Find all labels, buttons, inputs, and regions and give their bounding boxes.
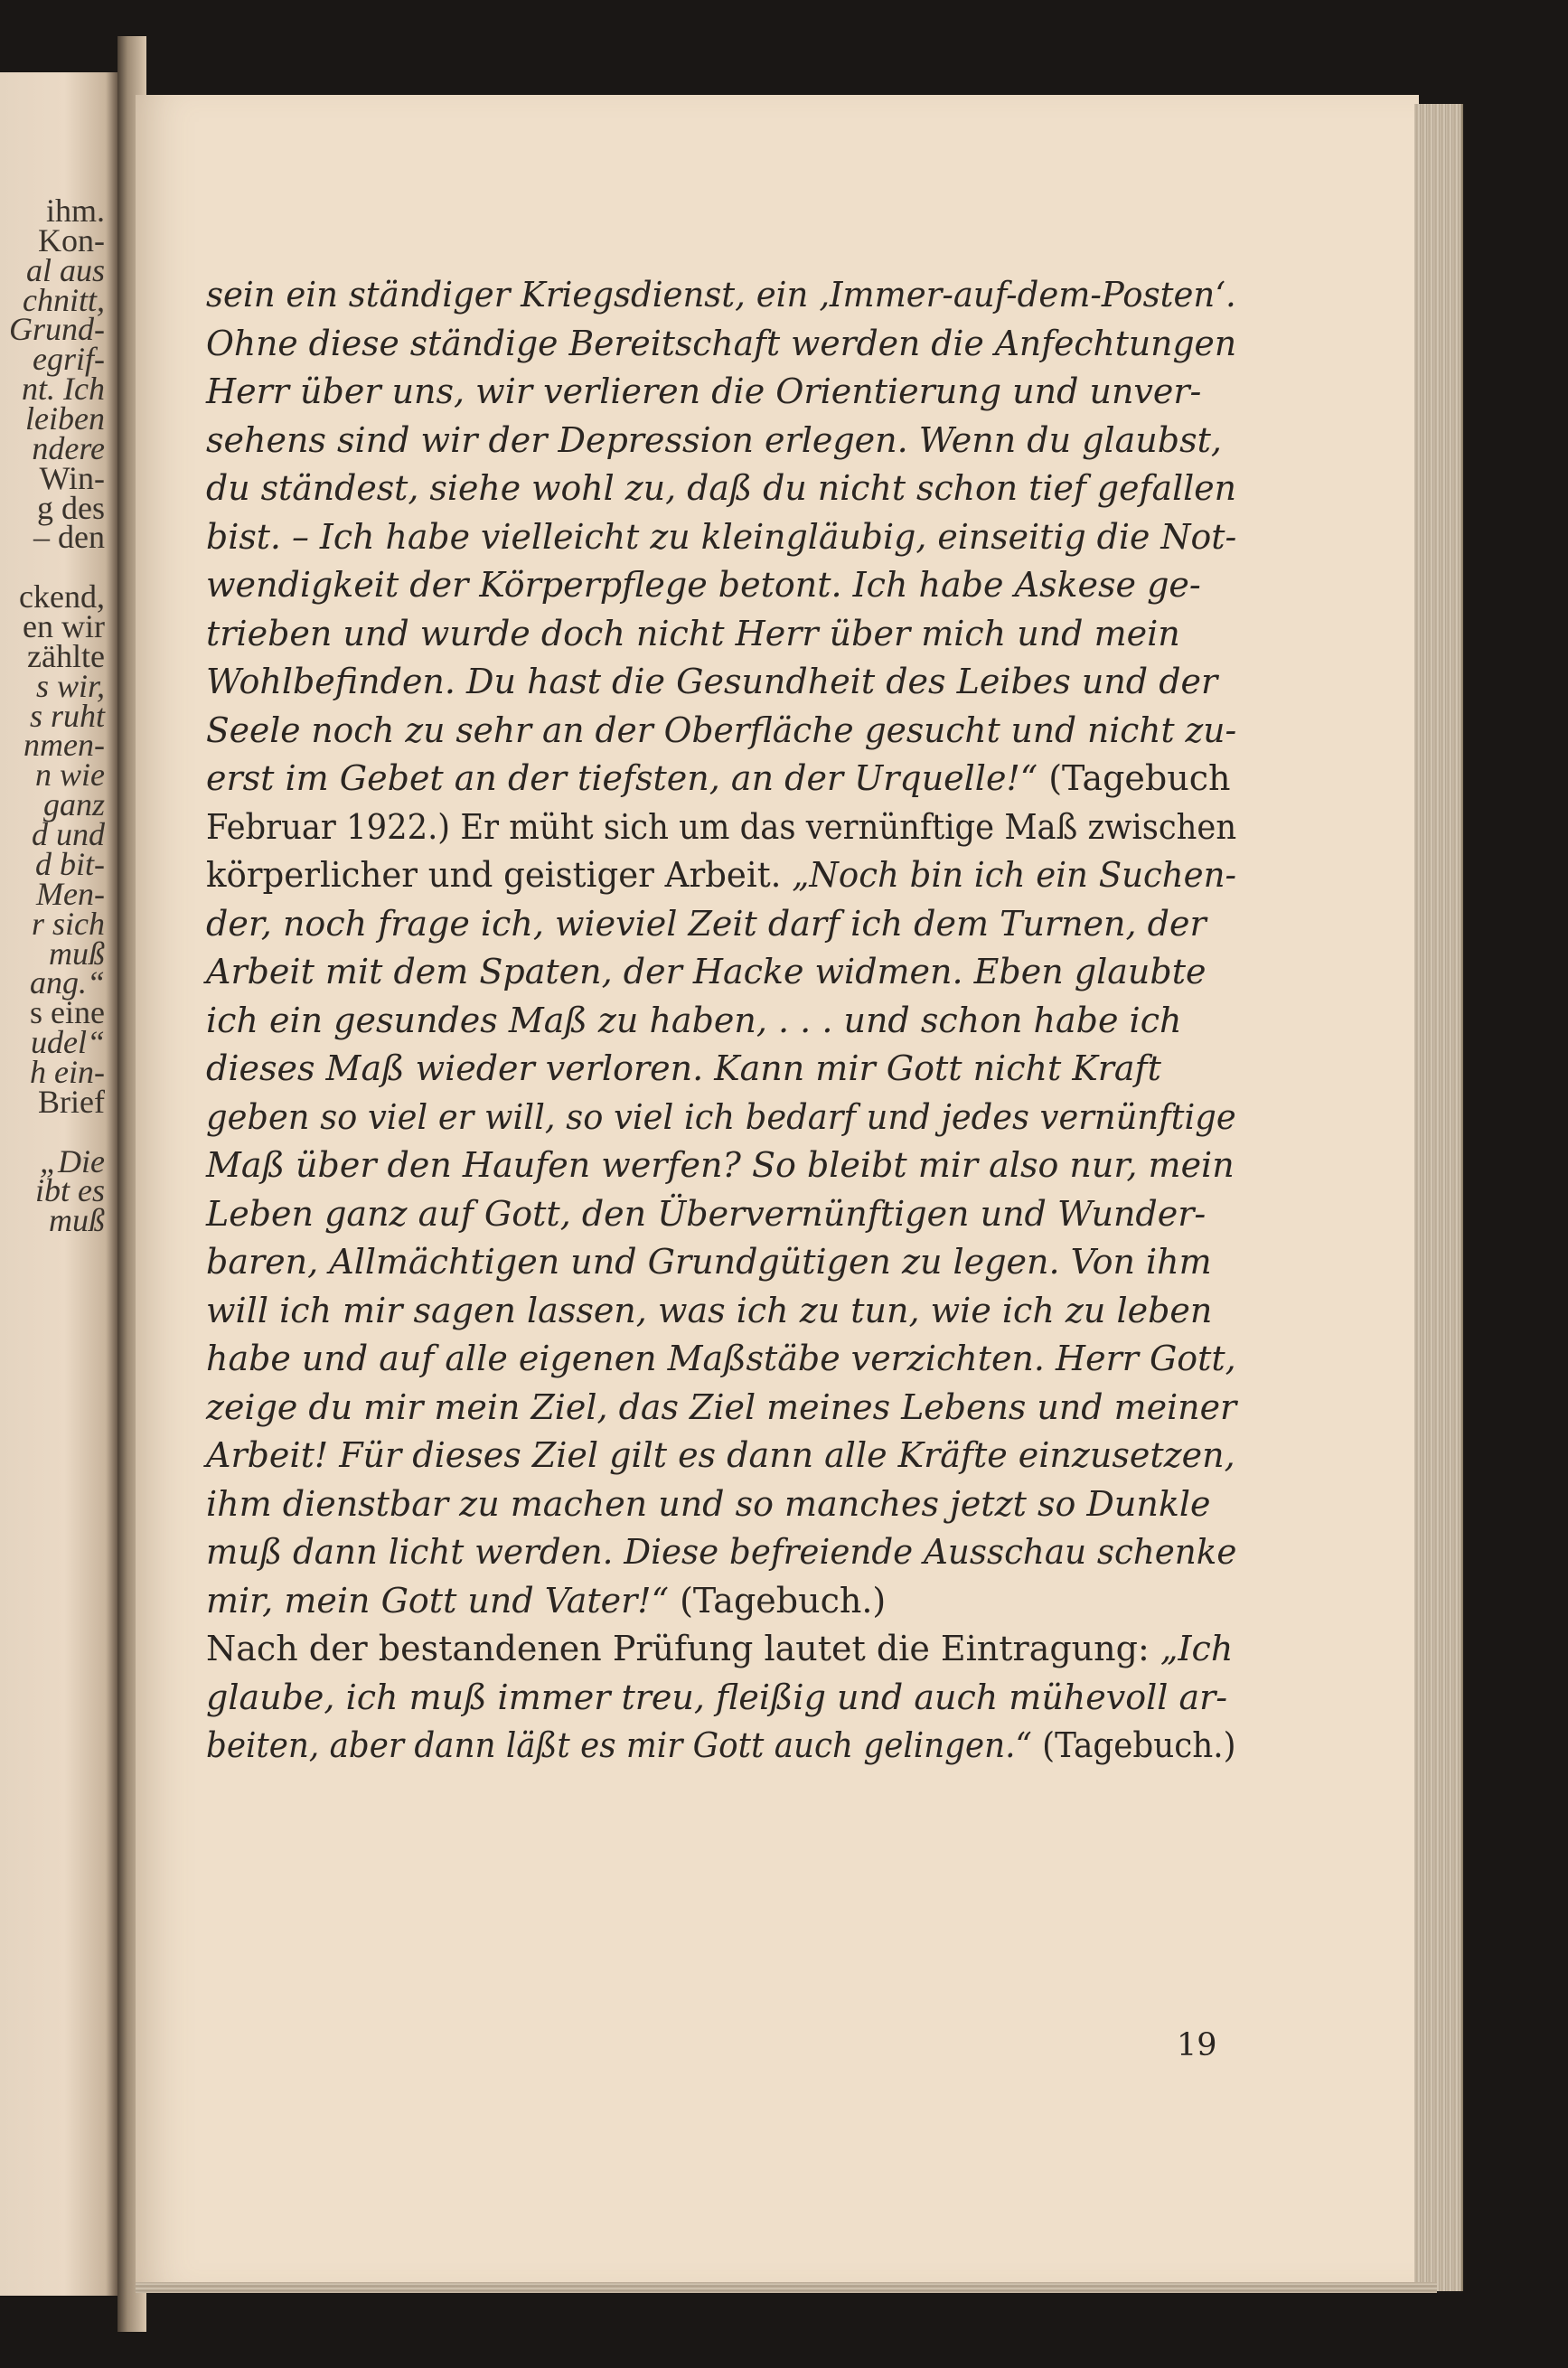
body-text — [206, 271, 1236, 1771]
text-line — [206, 1142, 1236, 1190]
text-segment: Nach der bestandenen Prüfung lautet die Eintragung: — [206, 1629, 1160, 1668]
text-line — [206, 755, 1236, 803]
text-segment: körperlicher und geistiger Arbeit. — [206, 855, 793, 895]
text-segment: trieben und wurde doch nicht Herr über mich und mein — [206, 613, 1180, 653]
text-segment: muß dann licht werden. Diese befreiende Ausschau schenke — [206, 1532, 1237, 1572]
text-segment: ihm dienstbar zu machen und so manches jetzt so Dunkle — [206, 1483, 1211, 1524]
text-line — [206, 851, 1237, 900]
left-page-line: Win- — [39, 459, 105, 496]
text-line — [206, 513, 1237, 562]
left-page-line: d und — [32, 816, 105, 853]
left-page-line: muß — [49, 1202, 105, 1239]
text-line — [206, 1577, 1236, 1626]
left-page-line: ibt es — [35, 1172, 105, 1209]
left-page-line: g des — [37, 489, 105, 526]
left-page-line: ihm. — [45, 193, 105, 229]
text-segment: du ständest, siehe wohl zu, daß du nicht schon tief gefallen — [206, 468, 1237, 508]
text-line — [206, 1045, 1236, 1094]
text-line — [206, 1335, 1235, 1384]
text-segment: Maß über den Haufen werfen? So bleibt mir also nur, mein — [206, 1145, 1235, 1185]
left-page-line: udel“ — [30, 1024, 105, 1061]
left-page-line: s wir, — [35, 667, 105, 704]
text-line — [206, 1287, 1236, 1336]
text-segment: Arbeit mit dem Spaten, der Hacke widmen. Eben glaubte — [206, 952, 1207, 991]
text-line — [206, 1722, 1236, 1771]
left-page-line: Men- — [36, 875, 105, 912]
left-page-line: zählte — [27, 637, 105, 674]
text-segment: wendigkeit der Körperpflege betont. Ich habe Askese ge- — [206, 565, 1201, 605]
text-line — [206, 465, 1237, 513]
left-page-line: Grund- — [9, 311, 105, 348]
left-page-line: Brief — [38, 1083, 105, 1120]
left-page-line: ganz — [42, 786, 105, 823]
text-line — [206, 610, 1236, 659]
text-line — [206, 368, 1236, 417]
left-page — [0, 72, 117, 2296]
text-line — [206, 320, 1237, 369]
text-line — [206, 997, 1236, 1046]
left-page-line: s ruht — [29, 697, 105, 734]
text-segment: Herr über uns, wir verlieren die Orientierung und unver- — [206, 371, 1202, 411]
text-segment: Seele noch zu sehr an der Oberfläche gesucht und nicht zu- — [206, 709, 1237, 750]
left-page-line: al aus — [25, 251, 105, 288]
left-page-line: – den — [33, 519, 105, 556]
text-segment: (Tagebuch — [1048, 758, 1231, 798]
text-line — [206, 1384, 1235, 1433]
text-segment: (Tagebuch.) — [680, 1580, 887, 1621]
text-line — [206, 707, 1237, 756]
left-page-line: n wie — [35, 756, 105, 794]
text-segment: bist. – Ich habe vielleicht zu kleingläubig, einseitig die Not- — [206, 516, 1237, 557]
left-page-line: Kon- — [38, 221, 105, 258]
text-segment: der, noch frage ich, wieviel Zeit darf ich dem Turnen, der — [206, 903, 1207, 944]
text-line — [206, 417, 1236, 465]
text-segment: ich ein gesundes Maß zu haben, . . . und schon habe ich — [206, 1000, 1182, 1040]
text-segment: will ich mir sagen lassen, was ich zu tun, wie ich zu leben — [206, 1290, 1213, 1330]
text-line — [206, 271, 1236, 320]
left-page-line: ndere — [32, 429, 105, 466]
text-segment: Ohne diese ständige Bereitschaft werden die Anfechtungen — [206, 323, 1237, 363]
text-segment: Wohlbefinden. Du hast die Gesundheit des Leibes und der — [206, 662, 1218, 701]
text-line — [206, 1190, 1236, 1239]
text-segment: geben so viel er will, so viel ich bedarf und jedes vernünftige — [206, 1096, 1236, 1137]
left-page-line: ang.“ — [29, 964, 105, 1001]
left-page-line: „Die — [40, 1142, 105, 1179]
left-page-line: r sich — [32, 905, 105, 942]
text-line — [206, 658, 1236, 707]
text-segment: sehens sind wir der Depression erlegen. Wenn du glaubst, — [206, 419, 1222, 460]
text-segment: beiten, aber dann läßt es mir Gott auch gelingen.“ — [206, 1725, 1043, 1765]
text-segment: baren, Allmächtigen und Grundgütigen zu legen. Von ihm — [206, 1242, 1212, 1282]
left-page-line: nt. Ich — [22, 371, 105, 408]
text-segment: Leben ganz auf Gott, den Übervernünftigen und Wunder- — [206, 1193, 1207, 1234]
text-segment: „Noch bin ich ein Suchen- — [792, 855, 1237, 895]
text-line — [206, 1432, 1236, 1480]
text-segment: Arbeit! Für dieses Ziel gilt es dann alle Kräfte einzusetzen, — [206, 1435, 1235, 1475]
page-edges — [1414, 104, 1463, 2291]
left-page-line: d bit- — [35, 845, 105, 882]
text-segment: sein ein ständiger Kriegsdienst, ein ‚Immer-auf-dem-Posten‘. — [206, 275, 1236, 315]
page-number: 19 — [1177, 2027, 1217, 2063]
text-line — [206, 1238, 1236, 1287]
left-page-line: en wir — [23, 608, 105, 645]
bottom-page-edges — [136, 2282, 1437, 2293]
text-segment: zeige du mir mein Ziel, das Ziel meines Lebens und meiner — [206, 1386, 1237, 1427]
left-page-line: s eine — [30, 994, 105, 1031]
left-page-line: h ein- — [30, 1053, 105, 1090]
text-segment: Februar 1922.) Er müht sich um das vernünftige Maß zwischen — [206, 806, 1237, 847]
left-page-line: leiben — [25, 400, 105, 437]
text-segment: erst im Gebet an der tiefsten, an der Urquelle!“ — [206, 758, 1049, 798]
text-segment: glaube, ich muß immer treu, fleißig und auch mühevoll ar- — [206, 1677, 1228, 1717]
text-segment: „Ich — [1160, 1629, 1234, 1668]
text-segment: dieses Maß wieder verloren. Kann mir Gott nicht Kraft — [206, 1048, 1161, 1088]
left-page-line: ckend, — [19, 578, 105, 615]
text-line — [206, 1094, 1236, 1142]
left-page-line: egrif- — [33, 341, 105, 378]
text-segment: mir, mein Gott und Vater!“ — [206, 1580, 681, 1621]
text-line — [206, 803, 1237, 852]
text-line — [206, 1625, 1236, 1674]
text-line — [206, 900, 1236, 949]
left-page-line: nmen- — [23, 727, 105, 764]
text-line — [206, 1674, 1236, 1723]
text-segment: (Tagebuch.) — [1042, 1725, 1236, 1765]
text-segment: habe und auf alle eigenen Maßstäbe verzichten. Herr Gott, — [206, 1339, 1236, 1378]
text-line — [206, 1480, 1236, 1529]
text-line — [206, 1528, 1237, 1577]
left-page-line: muß — [49, 935, 105, 972]
left-page-line: chnitt, — [23, 281, 105, 318]
text-line — [206, 948, 1236, 997]
text-line — [206, 561, 1236, 610]
